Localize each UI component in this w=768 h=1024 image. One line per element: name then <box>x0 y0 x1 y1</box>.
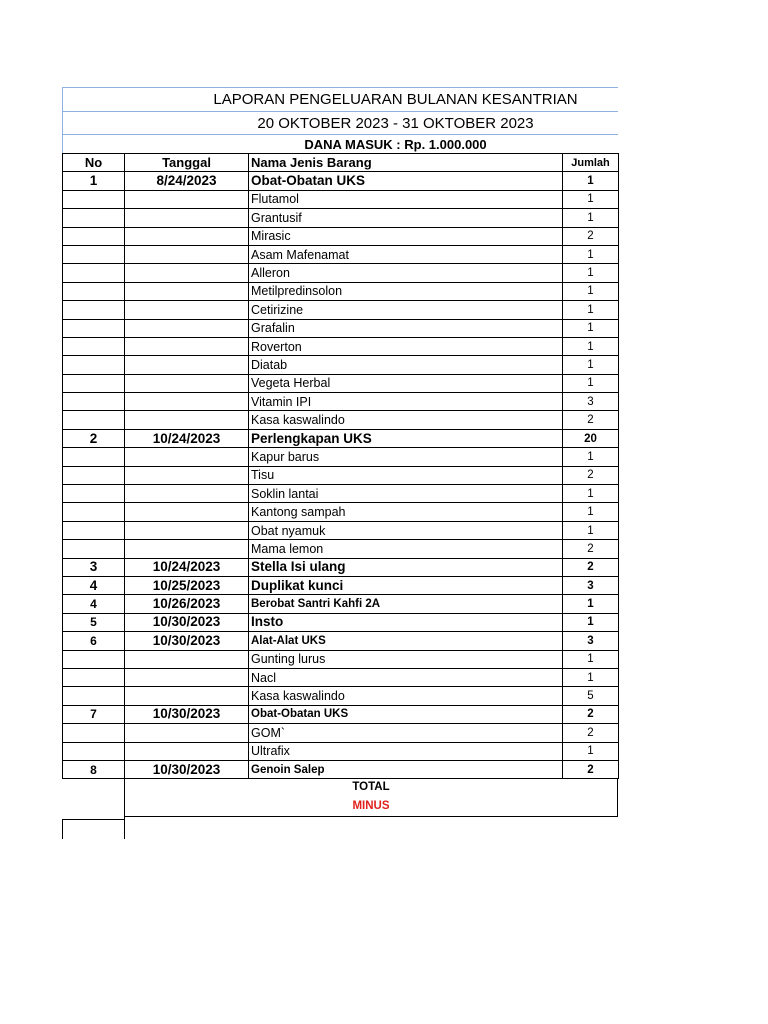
cell-no[interactable] <box>63 301 125 319</box>
table-row <box>63 521 619 539</box>
cell-no[interactable] <box>63 245 125 263</box>
cell-jumlah[interactable]: 1 <box>563 448 619 466</box>
cell-jumlah[interactable]: 1 <box>563 503 619 521</box>
cell-tanggal[interactable] <box>125 264 249 282</box>
cell-nama-barang[interactable]: Kasa kaswalindo <box>249 687 563 705</box>
cell-nama-barang[interactable]: Insto <box>249 613 563 631</box>
cell-no[interactable] <box>63 540 125 558</box>
cell-jumlah[interactable]: 20 <box>563 429 619 447</box>
cell-nama-barang[interactable]: Obat nyamuk <box>249 521 563 539</box>
cell-tanggal[interactable]: 10/24/2023 <box>125 558 249 576</box>
cell-jumlah[interactable]: 1 <box>563 172 619 190</box>
table-row <box>63 172 619 190</box>
cell-jumlah[interactable]: 1 <box>563 613 619 631</box>
cell-no[interactable] <box>63 190 125 208</box>
cell-nama-barang[interactable]: Asam Mafenamat <box>249 245 563 263</box>
cell-nama-barang[interactable]: Stella Isi ulang <box>249 558 563 576</box>
table-row <box>63 687 619 705</box>
cell-tanggal[interactable] <box>125 282 249 300</box>
table-row <box>63 245 619 263</box>
total-cell[interactable] <box>124 779 618 817</box>
cell-no[interactable] <box>63 264 125 282</box>
cell-nama-barang[interactable]: Obat-Obatan UKS <box>249 705 563 723</box>
cell-nama-barang[interactable]: Genoin Salep <box>249 760 563 778</box>
cell-jumlah[interactable]: 1 <box>563 595 619 613</box>
cell-no[interactable] <box>63 282 125 300</box>
cell-nama-barang[interactable]: Grafalin <box>249 319 563 337</box>
table-row <box>63 742 619 760</box>
cell-no[interactable]: 8 <box>63 760 125 778</box>
cell-nama-barang[interactable]: Soklin lantai <box>249 485 563 503</box>
cell-tanggal[interactable] <box>125 448 249 466</box>
cell-no[interactable] <box>63 393 125 411</box>
cell-no[interactable] <box>63 319 125 337</box>
cell-jumlah[interactable]: 2 <box>563 540 619 558</box>
cell-jumlah[interactable]: 1 <box>563 301 619 319</box>
cell-tanggal[interactable] <box>125 245 249 263</box>
cell-jumlah[interactable]: 2 <box>563 466 619 484</box>
cell-tanggal[interactable]: 8/24/2023 <box>125 172 249 190</box>
cell-jumlah[interactable]: 1 <box>563 742 619 760</box>
table-row <box>63 282 619 300</box>
cell-no[interactable]: 5 <box>63 613 125 631</box>
cell-nama-barang[interactable]: Cetirizine <box>249 301 563 319</box>
cell-no[interactable] <box>63 668 125 686</box>
minus-label: MINUS <box>352 800 390 813</box>
table-row <box>63 209 619 227</box>
cell-tanggal[interactable] <box>125 190 249 208</box>
cell-nama-barang[interactable]: Nacl <box>249 668 563 686</box>
cell-tanggal[interactable] <box>125 668 249 686</box>
cell-jumlah[interactable]: 2 <box>563 227 619 245</box>
cell-tanggal[interactable] <box>125 466 249 484</box>
cell-jumlah[interactable]: 1 <box>563 319 619 337</box>
total-area <box>62 779 618 819</box>
cell-nama-barang[interactable]: Perlengkapan UKS <box>249 429 563 447</box>
cell-tanggal[interactable] <box>125 356 249 374</box>
cell-no[interactable] <box>63 687 125 705</box>
cell-jumlah[interactable]: 1 <box>563 264 619 282</box>
cell-nama-barang[interactable]: Vegeta Herbal <box>249 374 563 392</box>
cell-jumlah[interactable]: 1 <box>563 650 619 668</box>
cell-nama-barang[interactable]: Alat-Alat UKS <box>249 632 563 650</box>
cell-no[interactable] <box>63 503 125 521</box>
table-body <box>63 172 619 779</box>
empty-row[interactable] <box>62 819 618 839</box>
table-row <box>63 319 619 337</box>
header-no[interactable]: No <box>63 154 125 172</box>
cell-no[interactable]: 3 <box>63 558 125 576</box>
cell-tanggal[interactable]: 10/25/2023 <box>125 576 249 594</box>
report-period: 20 OKTOBER 2023 - 31 OKTOBER 2023 <box>257 114 534 132</box>
table-row <box>63 632 619 650</box>
cell-nama-barang[interactable]: Obat-Obatan UKS <box>249 172 563 190</box>
cell-jumlah[interactable]: 1 <box>563 485 619 503</box>
dana-masuk-cell[interactable] <box>62 135 618 153</box>
report-title-cell[interactable] <box>62 87 618 111</box>
cell-nama-barang[interactable]: Berobat Santri Kahfi 2A <box>249 595 563 613</box>
cell-tanggal[interactable]: 10/30/2023 <box>125 632 249 650</box>
cell-jumlah[interactable]: 2 <box>563 705 619 723</box>
cell-no[interactable] <box>63 374 125 392</box>
cell-tanggal[interactable] <box>125 337 249 355</box>
cell-nama-barang[interactable]: Duplikat kunci <box>249 576 563 594</box>
cell-tanggal[interactable] <box>125 540 249 558</box>
table-row <box>63 411 619 429</box>
cell-jumlah[interactable]: 1 <box>563 245 619 263</box>
table-row <box>63 429 619 447</box>
cell-no[interactable] <box>63 209 125 227</box>
header-jumlah[interactable]: Jumlah <box>563 154 619 172</box>
cell-nama-barang[interactable]: Kasa kaswalindo <box>249 411 563 429</box>
cell-jumlah[interactable]: 2 <box>563 558 619 576</box>
table-row <box>63 724 619 742</box>
total-label: TOTAL <box>352 781 390 794</box>
cell-no[interactable] <box>63 485 125 503</box>
cell-tanggal[interactable] <box>125 503 249 521</box>
cell-tanggal[interactable]: 10/30/2023 <box>125 705 249 723</box>
cell-jumlah[interactable]: 1 <box>563 209 619 227</box>
divider <box>124 817 125 839</box>
cell-jumlah[interactable]: 2 <box>563 760 619 778</box>
cell-jumlah[interactable]: 1 <box>563 521 619 539</box>
cell-no[interactable]: 2 <box>63 429 125 447</box>
cell-jumlah[interactable]: 1 <box>563 337 619 355</box>
cell-tanggal[interactable] <box>125 319 249 337</box>
cell-tanggal[interactable] <box>125 209 249 227</box>
cell-jumlah[interactable]: 2 <box>563 411 619 429</box>
cell-tanggal[interactable] <box>125 485 249 503</box>
cell-no[interactable] <box>63 521 125 539</box>
cell-tanggal[interactable] <box>125 411 249 429</box>
table-row <box>63 650 619 668</box>
cell-tanggal[interactable] <box>125 227 249 245</box>
table-row <box>63 705 619 723</box>
table-row <box>63 485 619 503</box>
cell-nama-barang[interactable]: Vitamin IPI <box>249 393 563 411</box>
cell-jumlah[interactable]: 1 <box>563 190 619 208</box>
cell-no[interactable] <box>63 227 125 245</box>
cell-tanggal[interactable] <box>125 687 249 705</box>
table-row <box>63 374 619 392</box>
spreadsheet-page <box>62 87 618 839</box>
table-row <box>63 613 619 631</box>
report-period-cell[interactable] <box>62 111 618 135</box>
cell-no[interactable] <box>63 466 125 484</box>
cell-no[interactable] <box>63 650 125 668</box>
cell-nama-barang[interactable]: Metilpredinsolon <box>249 282 563 300</box>
cell-nama-barang[interactable]: Kantong sampah <box>249 503 563 521</box>
table-row <box>63 227 619 245</box>
cell-no[interactable]: 4 <box>63 576 125 594</box>
table-row <box>63 356 619 374</box>
cell-tanggal[interactable] <box>125 724 249 742</box>
divider <box>62 819 63 839</box>
divider <box>62 819 124 820</box>
cell-no[interactable] <box>63 356 125 374</box>
table-row <box>63 448 619 466</box>
cell-nama-barang[interactable]: Kapur barus <box>249 448 563 466</box>
cell-nama-barang[interactable]: Flutamol <box>249 190 563 208</box>
cell-nama-barang[interactable]: Ultrafix <box>249 742 563 760</box>
table-row <box>63 264 619 282</box>
cell-jumlah[interactable]: 1 <box>563 282 619 300</box>
cell-nama-barang[interactable]: Roverton <box>249 337 563 355</box>
cell-tanggal[interactable] <box>125 393 249 411</box>
expense-table <box>62 153 619 779</box>
cell-nama-barang[interactable]: Gunting lurus <box>249 650 563 668</box>
cell-nama-barang[interactable]: Tisu <box>249 466 563 484</box>
header-tanggal[interactable]: Tanggal <box>125 154 249 172</box>
cell-tanggal[interactable]: 10/30/2023 <box>125 613 249 631</box>
cell-no[interactable] <box>63 411 125 429</box>
table-row <box>63 466 619 484</box>
cell-tanggal[interactable] <box>125 650 249 668</box>
cell-nama-barang[interactable]: Alleron <box>249 264 563 282</box>
table-row <box>63 503 619 521</box>
table-row <box>63 540 619 558</box>
cell-tanggal[interactable] <box>125 742 249 760</box>
cell-no[interactable]: 7 <box>63 705 125 723</box>
header-nama-jenis-barang[interactable]: Nama Jenis Barang <box>249 154 563 172</box>
cell-nama-barang[interactable]: Mirasic <box>249 227 563 245</box>
cell-jumlah[interactable]: 1 <box>563 374 619 392</box>
table-row <box>63 760 619 778</box>
cell-jumlah[interactable]: 1 <box>563 356 619 374</box>
cell-no[interactable] <box>63 724 125 742</box>
report-title: LAPORAN PENGELUARAN BULANAN KESANTRIAN <box>213 91 578 108</box>
table-row <box>63 668 619 686</box>
cell-nama-barang[interactable]: Mama lemon <box>249 540 563 558</box>
cell-tanggal[interactable] <box>125 521 249 539</box>
cell-jumlah[interactable]: 3 <box>563 576 619 594</box>
table-row <box>63 576 619 594</box>
cell-tanggal[interactable]: 10/24/2023 <box>125 429 249 447</box>
cell-jumlah[interactable]: 1 <box>563 668 619 686</box>
dana-masuk: DANA MASUK : Rp. 1.000.000 <box>304 136 487 152</box>
cell-jumlah[interactable]: 3 <box>563 393 619 411</box>
cell-no[interactable] <box>63 742 125 760</box>
cell-no[interactable]: 6 <box>63 632 125 650</box>
cell-no[interactable]: 1 <box>63 172 125 190</box>
table-row <box>63 558 619 576</box>
cell-nama-barang[interactable]: GOM` <box>249 724 563 742</box>
table-row <box>63 393 619 411</box>
cell-no[interactable]: 4 <box>63 595 125 613</box>
table-header-row <box>63 154 619 172</box>
cell-jumlah[interactable]: 2 <box>563 724 619 742</box>
cell-tanggal[interactable]: 10/26/2023 <box>125 595 249 613</box>
cell-nama-barang[interactable]: Grantusif <box>249 209 563 227</box>
cell-tanggal[interactable] <box>125 374 249 392</box>
table-row <box>63 595 619 613</box>
cell-jumlah[interactable]: 5 <box>563 687 619 705</box>
table-row <box>63 190 619 208</box>
cell-tanggal[interactable]: 10/30/2023 <box>125 760 249 778</box>
cell-no[interactable] <box>63 337 125 355</box>
table-row <box>63 337 619 355</box>
cell-jumlah[interactable]: 3 <box>563 632 619 650</box>
table-row <box>63 301 619 319</box>
cell-nama-barang[interactable]: Diatab <box>249 356 563 374</box>
cell-no[interactable] <box>63 448 125 466</box>
cell-tanggal[interactable] <box>125 301 249 319</box>
